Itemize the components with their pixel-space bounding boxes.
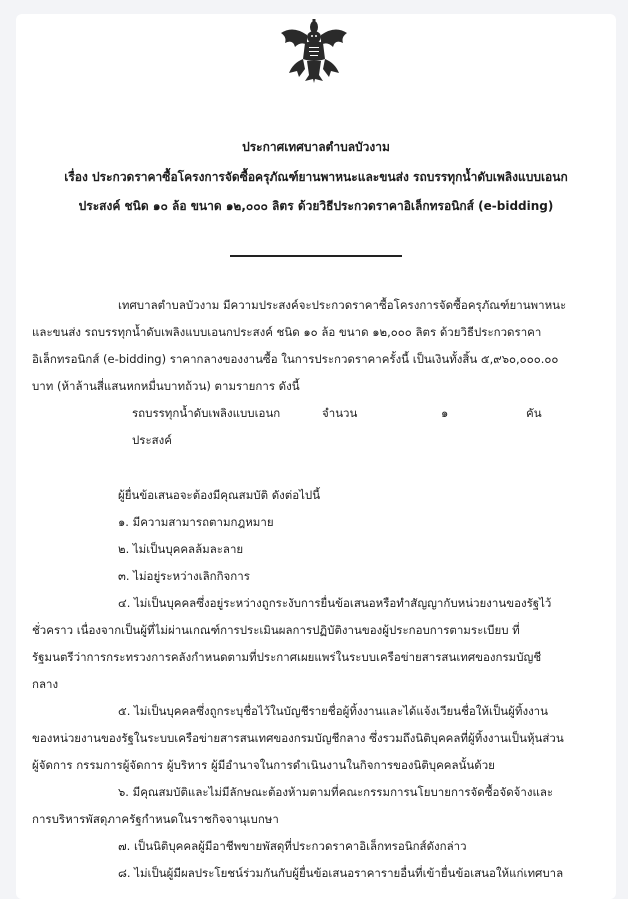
qualification-4-line-3: รัฐมนตรีว่าการกระทรวงการคลังกำหนดตามที่ประกาศเผยแพร่ในระบบเครือข่ายสารสนเทศของกรมบัญชี	[32, 650, 542, 664]
qualification-4-line-2: ชั่วคราว เนื่องจากเป็นผู้ที่ไม่ผ่านเกณฑ์การประเมินผลการปฏิบัติงานของผู้ประกอบการตามระเบียบ ที่	[32, 623, 520, 637]
intro-line-3: อิเล็กทรอนิกส์ (e-bidding) ราคากลางของงานซื้อ ในการประกวดราคาครั้งนี้ เป็นเงินทั้งสิ้น ๕,๙๖๐,๐๐๐.๐๐	[32, 352, 559, 366]
item-unit: คัน	[526, 406, 542, 420]
qualification-4-line-1: ๔. ไม่เป็นบุคคลซึ่งอยู่ระหว่างถูกระงับการยื่นข้อเสนอหรือทำสัญญากับหน่วยงานของรัฐไว้	[118, 596, 552, 610]
qualification-4-line-4: กลาง	[32, 677, 59, 691]
qualification-5-line-2: ของหน่วยงานของรัฐในระบบเครือข่ายสารสนเทศของกรมบัญชีกลาง ซึ่งรวมถึงนิติบุคคลที่ผู้ทิ้งงานเป็นหุ้นส่วน	[32, 731, 564, 745]
announcement-title: ประกาศเทศบาลตำบลบัวงาม	[242, 140, 390, 154]
qualification-6-line-1: ๖. มีคุณสมบัติและไม่มีลักษณะต้องห้ามตามที่คณะกรรมการนโยบายการจัดซื้อจัดจ้างและ	[118, 785, 554, 799]
intro-line-4: บาท (ห้าล้านสี่แสนหกหมื่นบาทถ้วน) ตามรายการ ดังนี้	[32, 379, 300, 393]
qualification-5-line-1: ๕. ไม่เป็นบุคคลซึ่งถูกระบุชื่อไว้ในบัญชีรายชื่อผู้ทิ้งงานและได้แจ้งเวียนชื่อให้เป็นผู้ทิ้งงาน	[118, 704, 548, 718]
intro-line-1: เทศบาลตำบลบัวงาม มีความประสงค์จะประกวดราคาซื้อโครงการจัดซื้อครุภัณฑ์ยานพาหนะ	[118, 298, 567, 312]
garuda-emblem	[279, 17, 349, 83]
item-name-line-1: รถบรรทุกน้ำดับเพลิงแบบเอนก	[132, 406, 281, 420]
qualification-5-line-3: ผู้จัดการ กรรมการผู้จัดการ ผู้บริหาร ผู้มีอำนาจในการดำเนินงานในกิจการของนิติบุคคลนั้นด้วย	[32, 758, 495, 772]
item-qty-label: จำนวน	[322, 406, 358, 420]
item-name-line-2: ประสงค์	[132, 433, 172, 447]
announcement-subject-line-1: เรื่อง ประกวดราคาซื้อโครงการจัดซื้อครุภัณฑ์ยานพาหนะและขนส่ง รถบรรทุกน้ำดับเพลิงแบบเอนก	[64, 170, 568, 184]
qualification-3: ๓. ไม่อยู่ระหว่างเลิกกิจการ	[118, 569, 250, 583]
qualification-2: ๒. ไม่เป็นบุคคลล้มละลาย	[118, 542, 244, 556]
qualifications-heading: ผู้ยื่นข้อเสนอจะต้องมีคุณสมบัติ ดังต่อไปนี้	[118, 488, 321, 502]
title-underline	[230, 255, 402, 257]
qualification-7: ๗. เป็นนิติบุคคลผู้มีอาชีพขายพัสดุที่ประกวดราคาอิเล็กทรอนิกส์ดังกล่าว	[118, 839, 467, 853]
announcement-subject-line-2: ประสงค์ ชนิด ๑๐ ล้อ ขนาด ๑๒,๐๐๐ ลิตร ด้วยวิธีประกวดราคาอิเล็กทรอนิกส์ (e-bidding)	[78, 199, 554, 213]
document-page	[16, 14, 616, 899]
qualification-8: ๘. ไม่เป็นผู้มีผลประโยชน์ร่วมกันกับผู้ยื่นข้อเสนอราคารายอื่นที่เข้ายื่นข้อเสนอให้แก่เทศบาล	[118, 866, 564, 880]
intro-line-2: และขนส่ง รถบรรทุกน้ำดับเพลิงแบบเอนกประสงค์ ชนิด ๑๐ ล้อ ขนาด ๑๒,๐๐๐ ลิตร ด้วยวิธีประกวดราคา	[32, 325, 542, 339]
qualification-1: ๑. มีความสามารถตามกฎหมาย	[118, 515, 274, 529]
qualification-6-line-2: การบริหารพัสดุภาครัฐกำหนดในราชกิจจานุเบกษา	[32, 812, 279, 826]
item-qty: ๑	[441, 406, 449, 420]
